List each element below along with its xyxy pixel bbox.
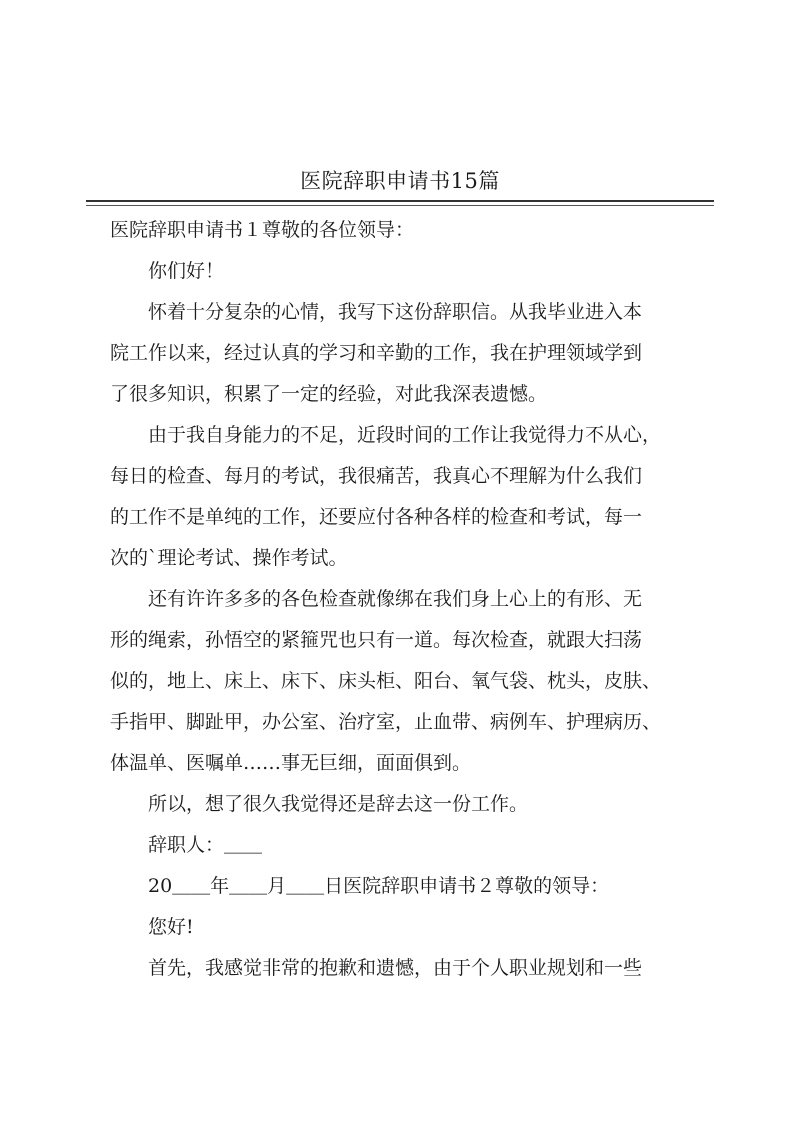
paragraph-reason-2 [110, 415, 730, 579]
title-rule-thin [86, 205, 714, 206]
paragraph-line: 怀着十分复杂的心情，我写下这份辞职信。从我毕业进入本 [148, 301, 643, 323]
title-rule-thick [86, 200, 714, 202]
paragraph-line: 体温单、医嘱单……事无巨细，面面俱到。 [110, 752, 472, 774]
paragraph-greeting: 你们好！ [148, 260, 225, 282]
paragraph-reason-1 [110, 292, 730, 415]
paragraph-reason-3 [110, 579, 730, 784]
paragraph-line: 次的`理论考试、操作考试。 [110, 547, 348, 569]
document-body [110, 210, 730, 989]
signature-line: 辞职人：＿＿ [148, 834, 263, 856]
paragraph-line: 似的，地上、床上、床下、床头柜、阳台、氧气袋、枕头，皮肤、 [110, 670, 662, 692]
paragraph-heading-1: 医院辞职申请书１尊敬的各位领导： [110, 219, 415, 241]
document-title: 医院辞职申请书15篇 [300, 169, 500, 193]
paragraph-line: 形的绳索，孙悟空的紧箍咒也只有一道。每次检查，就跟大扫荡 [110, 629, 643, 651]
paragraph-line: 的工作不是单纯的工作，还要应付各种各样的检查和考试，每一 [110, 506, 643, 528]
paragraph-greeting-2: 您好! [148, 916, 194, 938]
date-and-heading-2: 20＿＿年＿＿月＿＿日医院辞职申请书２尊敬的领导： [148, 875, 610, 897]
paragraph-line: 手指甲、脚趾甲，办公室、治疗室，止血带、病例车、护理病历、 [110, 711, 662, 733]
paragraph-line: 还有许许多多的各色检查就像绑在我们身上心上的有形、无 [148, 588, 643, 610]
paragraph-line: 院工作以来，经过认真的学习和辛勤的工作，我在护理领域学到 [110, 342, 643, 364]
paragraph-line: 了很多知识，积累了一定的经验，对此我深表遗憾。 [110, 383, 548, 405]
paragraph-opening-2: 首先，我感觉非常的抱歉和遗憾，由于个人职业规划和一些 [148, 957, 643, 979]
paragraph-line: 每日的检查、每月的考试，我很痛苦，我真心不理解为什么我们 [110, 465, 643, 487]
paragraph-line: 由于我自身能力的不足，近段时间的工作让我觉得力不从心， [148, 424, 662, 446]
paragraph-conclusion: 所以，想了很久我觉得还是辞去这一份工作。 [148, 793, 529, 815]
